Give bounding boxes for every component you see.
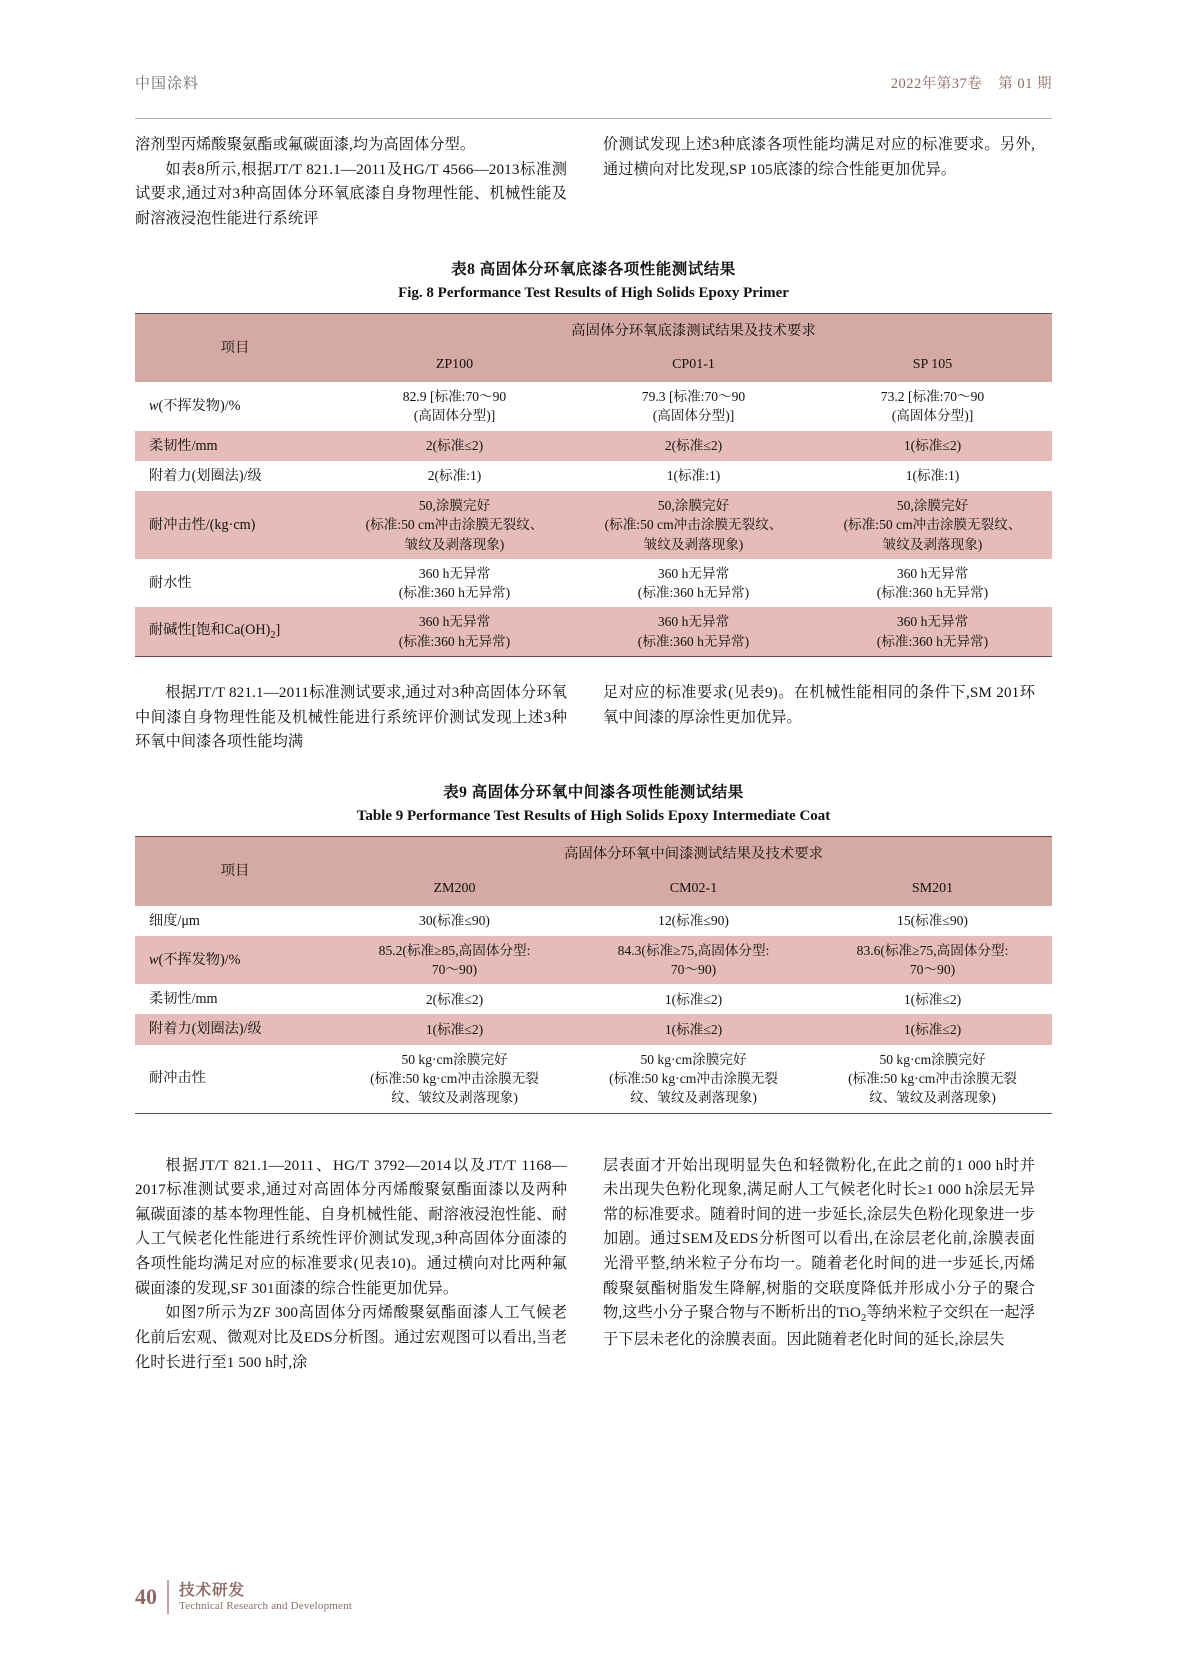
cell: 50,涂膜完好 (标准:50 cm冲击涂膜无裂纹、 皱纹及剥落现象) bbox=[335, 491, 574, 559]
cell: 1(标准:1) bbox=[574, 461, 813, 491]
cell: 1(标准≤2) bbox=[813, 431, 1052, 461]
page bbox=[0, 72, 1187, 1672]
row-label: 细度/μm bbox=[135, 906, 335, 936]
table9-col-2: CM02-1 bbox=[574, 872, 813, 906]
row-label: 附着力(划圈法)/级 bbox=[135, 1014, 335, 1044]
cell: 360 h无异常 (标准:360 h无异常) bbox=[574, 559, 813, 608]
table8-caption-cn: 表8 高固体分环氧底漆各项性能测试结果 bbox=[451, 260, 736, 278]
cell: 360 h无异常 (标准:360 h无异常) bbox=[574, 607, 813, 656]
footer-section bbox=[179, 1582, 352, 1612]
cell: 50 kg·cm涂膜完好 (标准:50 kg·cm冲击涂膜无裂 纹、皱纹及剥落现象) bbox=[813, 1045, 1052, 1113]
table8-caption bbox=[135, 258, 1052, 305]
footer-divider bbox=[167, 1580, 169, 1614]
cell: 2(标准≤2) bbox=[574, 431, 813, 461]
paragraph: 层表面才开始出现明显失色和轻微粉化,在此之前的1 000 h时并未出现失色粉化现象,满足耐人工气候老化时长≥1 000 h涂层无异常的标准要求。随着时间的进一步延长,涂层失色粉化现象进一步加剧。通过SEM及EDS分析图可以看出,在涂层老化前,涂膜表面光滑平整,纳米粒子分布均一。随着老化时间的进一步延长,丙烯酸聚氨酯树脂发生降解,树脂的交联度降低并形成小分子的聚合物,这些小分子聚合物与不断析出的TiO$_2$等纳米粒子交织在一起浮于下层未老化的涂膜表面。因此随着老化时间的延长,涂层失 bbox=[603, 1156, 1035, 1348]
table-header-row bbox=[135, 313, 1052, 348]
cell: 12(标准≤90) bbox=[574, 906, 813, 936]
paragraph: 溶剂型丙烯酸聚氨酯或氟碳面漆,均为高固体分型。 bbox=[135, 136, 476, 153]
cell: 1(标准≤2) bbox=[574, 984, 813, 1014]
row-label: 柔韧性/mm bbox=[135, 431, 335, 461]
row-label: 柔韧性/mm bbox=[135, 984, 335, 1014]
bottom-right-column bbox=[603, 1154, 1035, 1376]
cell: 360 h无异常 (标准:360 h无异常) bbox=[335, 559, 574, 608]
table-row bbox=[135, 1014, 1052, 1044]
table8-col-2: CP01-1 bbox=[574, 348, 813, 382]
row-label: 耐冲击性 bbox=[135, 1045, 335, 1113]
table8 bbox=[135, 313, 1052, 657]
cell: 50,涂膜完好 (标准:50 cm冲击涂膜无裂纹、 皱纹及剥落现象) bbox=[574, 491, 813, 559]
cell: 360 h无异常 (标准:360 h无异常) bbox=[813, 559, 1052, 608]
cell: 82.9 [标准:70～90 (高固体分型)] bbox=[335, 382, 574, 431]
table8-item-header: 项目 bbox=[135, 313, 335, 382]
cell: 1(标准≤2) bbox=[574, 1014, 813, 1044]
cell: 85.2(标准≥85,高固体分型: 70～90) bbox=[335, 936, 574, 985]
top-right-column bbox=[603, 133, 1035, 232]
mid-left-column bbox=[135, 681, 567, 755]
paragraph: 根据JT/T 821.1—2011、HG/T 3792—2014以及JT/T 1168—2017标准测试要求,通过对高固体分丙烯酸聚氨酯面漆以及两种氟碳面漆的基本物理性能、自身机械性能、耐溶液浸泡性能、耐人工气候老化性能进行系统性评价测试发现,3种高固体分面漆的各项性能均满足对应的标准要求(见表10)。通过横向对比两种氟碳面漆的发现,SF 301面漆的综合性能更加优异。 bbox=[135, 1156, 567, 1297]
cell: 360 h无异常 (标准:360 h无异常) bbox=[813, 607, 1052, 656]
cell: 50,涂膜完好 (标准:50 cm冲击涂膜无裂纹、 皱纹及剥落现象) bbox=[813, 491, 1052, 559]
cell: 2(标准≤2) bbox=[335, 984, 574, 1014]
cell: 1(标准≤2) bbox=[335, 1014, 574, 1044]
cell: 2(标准≤2) bbox=[335, 431, 574, 461]
bottom-left-column bbox=[135, 1154, 567, 1376]
table8-caption-en: Fig. 8 Performance Test Results of High Solids Epoxy Primer bbox=[398, 284, 789, 301]
cell: 30(标准≤90) bbox=[335, 906, 574, 936]
table-row bbox=[135, 984, 1052, 1014]
cell: 15(标准≤90) bbox=[813, 906, 1052, 936]
table-row bbox=[135, 607, 1052, 656]
table9-block bbox=[135, 781, 1052, 1114]
table-row bbox=[135, 461, 1052, 491]
issue-year: 2022年第37卷 bbox=[890, 76, 983, 92]
top-text-columns bbox=[135, 133, 1052, 232]
cell: 79.3 [标准:70～90 (高固体分型)] bbox=[574, 382, 813, 431]
cell: 50 kg·cm涂膜完好 (标准:50 kg·cm冲击涂膜无裂 纹、皱纹及剥落现象) bbox=[574, 1045, 813, 1113]
running-header bbox=[135, 72, 1052, 119]
cell: 1(标准:1) bbox=[813, 461, 1052, 491]
footer-section-en: Technical Research and Development bbox=[179, 1599, 353, 1612]
table9-col-1: ZM200 bbox=[335, 872, 574, 906]
page-footer bbox=[135, 1580, 352, 1614]
bottom-text-columns bbox=[135, 1154, 1052, 1376]
table-row bbox=[135, 936, 1052, 985]
table8-group-header: 高固体分环氧底漆测试结果及技术要求 bbox=[335, 313, 1052, 348]
paragraph: 价测试发现上述3种底漆各项性能均满足对应的标准要求。另外,通过横向对比发现,SP 105底漆的综合性能更加优异。 bbox=[603, 136, 1035, 178]
row-label: 耐碱性[饱和$Ca(OH)_2$] bbox=[135, 607, 335, 656]
table9-col-3: SM201 bbox=[813, 872, 1052, 906]
table-row bbox=[135, 906, 1052, 936]
row-label: 附着力(划圈法)/级 bbox=[135, 461, 335, 491]
paragraph: 如表8所示,根据JT/T 821.1—2011及HG/T 4566—2013标准测试要求,通过对3种高固体分环氧底漆自身物理性能、机械性能及耐溶液浸泡性能进行系统评 bbox=[135, 160, 567, 227]
table9-caption bbox=[135, 781, 1052, 828]
table9 bbox=[135, 836, 1052, 1113]
issue-number: 第 01 期 bbox=[998, 76, 1052, 92]
cell: 1(标准≤2) bbox=[813, 1014, 1052, 1044]
journal-name: 中国涂料 bbox=[135, 76, 200, 92]
page-number: 40 bbox=[135, 1584, 157, 1609]
table-row bbox=[135, 559, 1052, 608]
row-label: w(不挥发物)/% bbox=[135, 936, 335, 985]
mid-right-column bbox=[603, 681, 1035, 755]
paragraph: 根据JT/T 821.1—2011标准测试要求,通过对3种高固体分环氧中间漆自身物理性能及机械性能进行系统评价测试发现上述3种环氧中间漆各项性能均满 bbox=[135, 684, 567, 751]
table8-col-3: SP 105 bbox=[813, 348, 1052, 382]
table9-caption-en: Table 9 Performance Test Results of High Solids Epoxy Intermediate Coat bbox=[356, 807, 831, 824]
row-label: 耐冲击性/(kg·cm) bbox=[135, 491, 335, 559]
table-row bbox=[135, 382, 1052, 431]
paragraph: 如图7所示为ZF 300高固体分丙烯酸聚氨酯面漆人工气候老化前后宏观、微观对比及EDS分析图。通过宏观图可以看出,当老化时长进行至1 500 h时,涂 bbox=[135, 1304, 567, 1371]
row-label: w(不挥发物)/% bbox=[135, 382, 335, 431]
table-row bbox=[135, 431, 1052, 461]
table9-item-header: 项目 bbox=[135, 837, 335, 906]
table-row bbox=[135, 1045, 1052, 1113]
table9-group-header: 高固体分环氧中间漆测试结果及技术要求 bbox=[335, 837, 1052, 872]
table-header-row bbox=[135, 837, 1052, 872]
row-label: 耐水性 bbox=[135, 559, 335, 608]
table8-block bbox=[135, 258, 1052, 658]
issue-info bbox=[875, 72, 1052, 93]
mid-text-columns bbox=[135, 681, 1052, 755]
paragraph: 足对应的标准要求(见表9)。在机械性能相同的条件下,SM 201环氧中间漆的厚涂性更加优异。 bbox=[603, 684, 1035, 726]
table-row bbox=[135, 491, 1052, 559]
cell: 360 h无异常 (标准:360 h无异常) bbox=[335, 607, 574, 656]
cell: 50 kg·cm涂膜完好 (标准:50 kg·cm冲击涂膜无裂 纹、皱纹及剥落现象) bbox=[335, 1045, 574, 1113]
table8-col-1: ZP100 bbox=[335, 348, 574, 382]
cell: 2(标准:1) bbox=[335, 461, 574, 491]
cell: 73.2 [标准:70～90 (高固体分型)] bbox=[813, 382, 1052, 431]
cell: 1(标准≤2) bbox=[813, 984, 1052, 1014]
table9-caption-cn: 表9 高固体分环氧中间漆各项性能测试结果 bbox=[443, 783, 744, 801]
footer-section-cn: 技术研发 bbox=[179, 1581, 246, 1599]
cell: 83.6(标准≥75,高固体分型: 70～90) bbox=[813, 936, 1052, 985]
top-left-column bbox=[135, 133, 567, 232]
cell: 84.3(标准≥75,高固体分型: 70～90) bbox=[574, 936, 813, 985]
